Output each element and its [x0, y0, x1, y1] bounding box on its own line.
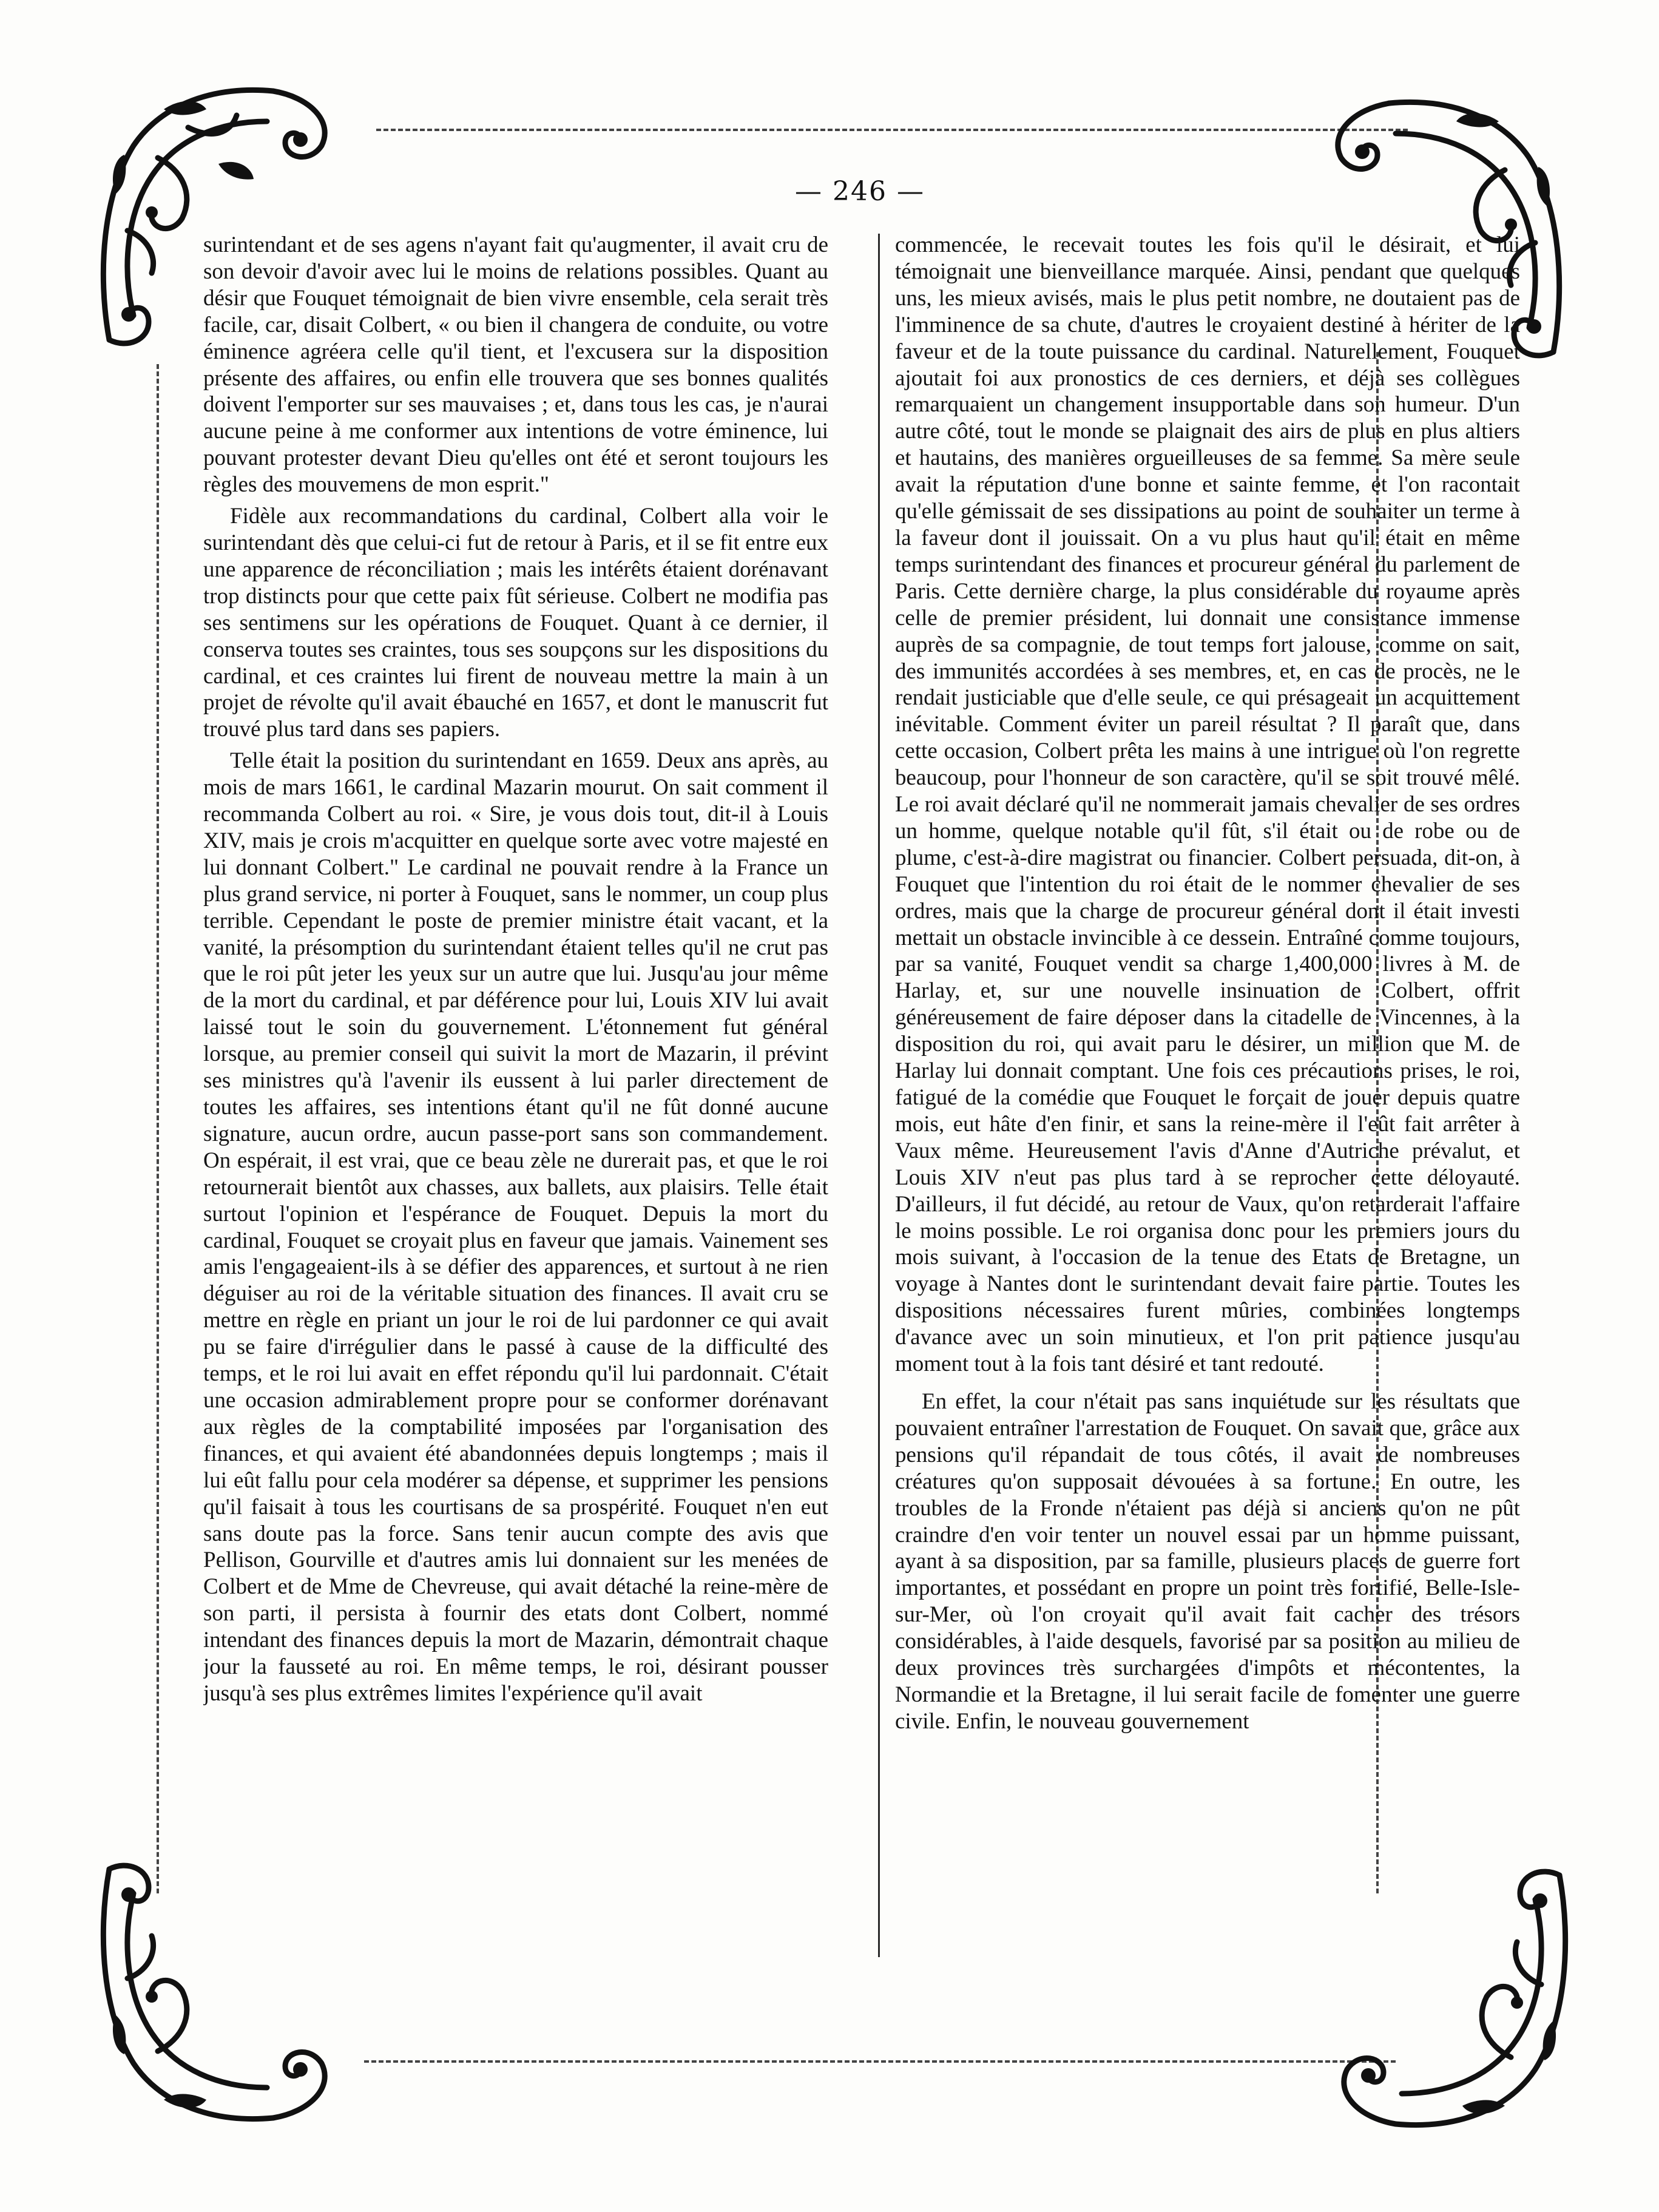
paragraph: Telle était la position du surintendant en 1659. Deux ans après, au mois de mars 1661, le cardinal Mazarin mourut. On sait comment il recommanda Colbert au roi. « Sire, je vous dois tout, dit-il à Louis XIV, mais je crois m'acquitter en quelque sorte avec votre majesté en lui donnant Colbert." Le cardinal ne pouvait rendre à la France un plus grand service, ni porter à Fouquet, sans le nommer, un coup plus terrible. Cependant le poste de premier ministre était vacant, et la vanité, la présomption du surintendant étaient telles qu'il ne crut pas que le roi pût jeter les yeux sur un autre que lui. Jusqu'au jour même de la mort du cardinal, et par déférence pour lui, Louis XIV lui avait laissé tout le soin du gouvernement. L'étonnement fut général lorsque, au premier conseil qui suivit la mort de Mazarin, il prévint ses ministres qu'à l'avenir ils eussent à lui parler directement de toutes les affaires, ses intentions étant qu'il ne fût donné aucune signature, aucun ordre, aucun passe-port sans son commandement. On espérait, il est vrai, que ce beau zèle ne durerait pas, et que le roi retournerait bientôt aux chasses, aux ballets, aux plaisirs. Telle était surtout l'opinion et l'espérance de Fouquet. Depuis la mort du cardinal, Fouquet se croyait plus en faveur que jamais. Vainement ses amis l'engageaient-ils à se défier des apparences, et surtout à ne rien déguiser au roi de la véritable situation des finances. Il avait cru se mettre en règle en priant un jour le roi de lui pardonner ce qui avait pu se faire d'irrégulier dans le passé à cause de la difficulté des temps, et le roi lui avait en effet répondu qu'il lui pardonnait. C'était une occasion admirablement propre pour se conformer dorénavant aux règles de la comptabilité imposées par l'organisation des finances, et qui avaient été abandonnées depuis longtemps ; mais il lui eût fallu pour cela modérer sa dépense, et supprimer les pensions qu'il faisait à tous les courtisans de sa prospérité. Fouquet n'en eut sans doute pas la force. Sans tenir aucun compte des avis que Pellison, Gourville et d'autres amis lui donnaient sur les menées de Colbert et de Mme de Chevreuse, qui avait détaché la reine-mère de son parti, il persista à fournir des etats dont Colbert, nommé intendant des finances depuis la mort de Mazarin, démontrait chaque jour la fausseté au roi. En même temps, le roi, désirant pousser jusqu'à ses plus extrêmes limites l'expérience qu'il avait: [203, 748, 828, 1706]
page-number: — 246 —: [795, 176, 925, 207]
paragraph: Fidèle aux recommandations du cardinal, Colbert alla voir le surintendant dès que celui-ci fut de retour à Paris, et il se fit entre eux une apparence de réconciliation ; mais les intérêts étaient dorénavant trop distincts pour que cette paix fût sérieuse. Colbert ne modifia pas ses sentimens sur les opérations de Fouquet. Quant à ce dernier, il conserva toutes ses craintes, tous ses soupçons sur les dispositions du cardinal, et ces craintes lui firent de nouveau mettre la main à un projet de révolte qu'il avait ébauché en 1657, et dont le manuscrit fut trouvé plus tard dans ses papiers.: [203, 504, 828, 742]
frame-border-bottom: [364, 2060, 1396, 2063]
text-column-left: [203, 232, 828, 1970]
paragraph: En effet, la cour n'était pas sans inquiétude sur les résultats que pouvaient entraîner l'arrestation de Fouquet. On savait que, grâce aux pensions qu'il répandait de tous côtés, il avait de nombreuses créatures qu'on supposait dévouées à sa fortune. En outre, les troubles de la Fronde n'étaient pas déjà si anciens qu'on ne pût craindre d'en voir tenter un nouvel essai par un homme puissant, ayant à sa disposition, par sa famille, plusieurs places de guerre fort importantes, et possédant en propre un point très fortifié, Belle-Isle-sur-Mer, où l'on croyait qu'il avait fait cacher des trésors considérables, à l'aide desquels, favorisé par sa position au milieu de deux provinces très surchargées d'impôts et mécontentes, la Normandie et la Bretagne, il lui serait facile de fomenter une guerre civile. Enfin, le nouveau gouvernement: [895, 1388, 1520, 1734]
paragraph: commencée, le recevait toutes les fois qu'il le désirait, et lui témoignait une bienveillance marquée. Ainsi, pendant que quelques uns, les mieux avisés, mais le plus petit nombre, ne doutaient pas de l'imminence de sa chute, d'autres le croyaient destiné à hériter de la faveur et de la toute puissance du cardinal. Naturellement, Fouquet ajoutait foi aux pronostics de ces derniers, et déjà ses collègues remarquaient un changement insupportable dans son humeur. D'un autre côté, tout le monde se plaignait des airs de plus en plus altiers et hautains, des manières orgueilleuses de sa femme. Sa mère seule avait la réputation d'une bonne et sainte femme, et l'on racontait qu'elle gémissait de ses dissipations au point de souhaiter un terme à la faveur dont il jouissait. On a vu plus haut qu'il était en même temps surintendant des finances et procureur général du parlement de Paris. Cette dernière charge, la plus considérable du royaume après celle de premier président, lui donnait une consistance immense auprès de sa compagnie, de tout temps fort jalouse, comme on sait, des immunités accordées à ses membres, et, en cas de procès, ne le rendait justiciable que d'elle seule, ce qui présageait un acquittement inévitable. Comment éviter un pareil résultat ? Il paraît que, dans cette occasion, Colbert prêta les mains à une intrigue où l'on regrette beaucoup, pour l'honneur de son caractère, qu'il se soit trouvé mêlé. Le roi avait déclaré qu'il ne nommerait jamais chevalier de ses ordres un homme, quelque notable qu'il fût, s'il était ou de robe ou de plume, c'est-à-dire magistrat ou financier. Colbert persuada, dit-on, à Fouquet que l'intention du roi était de le nommer chevalier de ses ordres, mais que la charge de procureur général dont il était investi mettait un obstacle invincible à ce dessein. Entraîné comme toujours, par sa vanité, Fouquet vendit sa charge 1,400,000 livres à M. de Harlay, et, sur une nouvelle insinuation de Colbert, offrit généreusement de faire déposer dans la citadelle de Vincennes, à la disposition du roi, qui avait paru le désirer, un million que M. de Harlay lui donnait comptant. Une fois ces précautions prises, le roi, fatigué de la comédie que Fouquet le forçait de jouer depuis quatre mois, eut hâte d'en finir, et sans la reine-mère il l'eût fait arrêter à Vaux même. Heureusement l'avis d'Anne d'Autriche prévalut, et Louis XIV n'eut pas plus tard à se reprocher cette déloyauté. D'ailleurs, il fut décidé, au retour de Vaux, qu'on retarderait l'affaire le moins possible. Le roi organisa donc pour les premiers jours du mois suivant, à l'occasion de la tenue des Etats de Bretagne, un voyage à Nantes dont le surintendant devait faire partie. Toutes les dispositions nécessaires furent mûries, combinées longtemps d'avance avec un soin minutieux, et l'on prit patience jusqu'au moment tout à la fois tant désiré et tant redouté.: [895, 232, 1520, 1377]
frame-border-left: [157, 364, 159, 1893]
column-divider: [878, 234, 880, 1957]
paragraph: surintendant et de ses agens n'ayant fait qu'augmenter, il avait cru de son devoir d'avoir avec lui le moins de relations possibles. Quant au désir que Fouquet témoignait de bien vivre ensemble, cela serait très facile, car, disait Colbert, « ou bien il changera de conduite, ou votre éminence agréera celle qu'il tient, et l'excusera sur la disposition présente des affaires, ou enfin elle trouvera que ses bonnes qualités doivent l'emporter sur ses mauvaises ; et, dans tous les cas, je n'aurai aucune peine à me conformer aux intentions de votre éminence, lui pouvant protester devant Dieu qu'elles ont été et seront toujours les règles des mouvemens de mon esprit.": [203, 232, 828, 498]
frame-border-top: [376, 129, 1408, 131]
text-column-right: [895, 232, 1520, 1970]
